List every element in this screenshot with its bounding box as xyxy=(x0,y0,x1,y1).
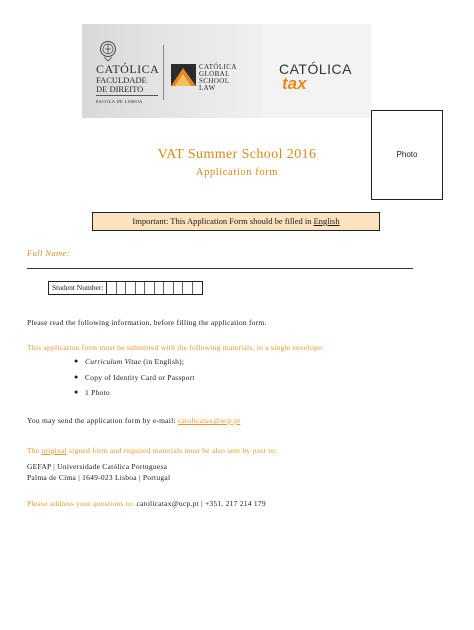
photo-label: Photo xyxy=(396,150,418,159)
materials-item xyxy=(85,388,110,397)
global-logo-line4: LAW xyxy=(199,84,216,92)
original-intro-pre: The xyxy=(27,446,42,455)
page-title: VAT Summer School 2016 xyxy=(157,147,317,162)
logo-divider xyxy=(163,45,164,100)
faculty-logo-school: ESCOLA DE LISBOA xyxy=(96,99,143,104)
student-number-cell[interactable] xyxy=(136,282,146,294)
page-subtitle: Application form xyxy=(195,167,279,178)
global-logo-line2: GLOBAL xyxy=(199,70,230,78)
full-name-label: Full Name: xyxy=(27,248,70,258)
materials-intro: This application form must be submitted with the following materials, in a single envelope: xyxy=(27,343,324,352)
student-number-cell[interactable] xyxy=(164,282,174,294)
student-number-cell[interactable] xyxy=(183,282,193,294)
email-text: You may send the application form by e-mail: xyxy=(27,416,178,425)
materials-item-italic: Curriculum Vitae xyxy=(85,357,142,366)
post-instructions xyxy=(27,446,277,455)
faculty-logo-rule xyxy=(96,95,158,96)
materials-item-text: Copy of Identity Card or Passport xyxy=(85,373,195,382)
full-name-field[interactable] xyxy=(27,268,413,269)
global-logo-line1: CATÓLICA xyxy=(199,63,237,71)
global-school-logo-icon xyxy=(171,64,196,86)
bullet-icon: ● xyxy=(74,388,79,396)
student-number-field[interactable] xyxy=(48,281,203,295)
bullet-icon: ● xyxy=(74,357,79,365)
student-number-label: Student Number: xyxy=(49,282,107,294)
student-number-cell[interactable] xyxy=(126,282,136,294)
important-language: English xyxy=(313,216,340,226)
address-line-2: Palma de Cima | 1649-023 Lisboa | Portugal xyxy=(27,473,171,482)
faculty-logo-name: CATÓLICA xyxy=(96,62,160,76)
faculty-crest-icon xyxy=(99,40,117,62)
email-instructions xyxy=(27,416,240,425)
faculty-logo-line1: FACULDADE xyxy=(96,75,147,85)
materials-item xyxy=(85,373,195,382)
student-number-cell[interactable] xyxy=(155,282,165,294)
questions-label: Please address your questions to: xyxy=(27,499,137,508)
address-line-1: GEFAP | Universidade Católica Portuguesa xyxy=(27,462,168,471)
instructions-text: Please read the following information, before filling the application form. xyxy=(27,318,267,327)
student-number-cell[interactable] xyxy=(193,282,203,294)
materials-item xyxy=(85,357,184,366)
student-number-cell[interactable] xyxy=(174,282,184,294)
student-number-cell[interactable] xyxy=(145,282,155,294)
questions-contact[interactable]: catolicatax@ucp.pt | +351. 217 214 179 xyxy=(136,499,266,508)
bullet-icon: ● xyxy=(74,373,79,381)
tax-logo-word: tax xyxy=(282,74,307,93)
original-intro-post: signed form and required materials must be also sent by post to: xyxy=(66,446,277,455)
global-logo-line3: SCHOOL xyxy=(199,77,230,85)
materials-item-text: 1 Photo xyxy=(85,388,110,397)
tax-logo-title: CATÓLICA xyxy=(279,61,352,77)
important-notice xyxy=(92,212,380,231)
materials-item-text: (in English); xyxy=(141,357,185,366)
questions-line xyxy=(27,499,266,508)
student-number-cell[interactable] xyxy=(107,282,117,294)
email-link[interactable]: catolicatax@ucp.pt xyxy=(177,416,241,425)
important-text: Important: This Application Form should be filled in xyxy=(132,216,314,226)
global-school-logo-text xyxy=(199,64,237,92)
original-word: original xyxy=(41,446,67,455)
student-number-cell[interactable] xyxy=(117,282,127,294)
faculty-logo-line2: DE DIREITO xyxy=(96,84,144,94)
